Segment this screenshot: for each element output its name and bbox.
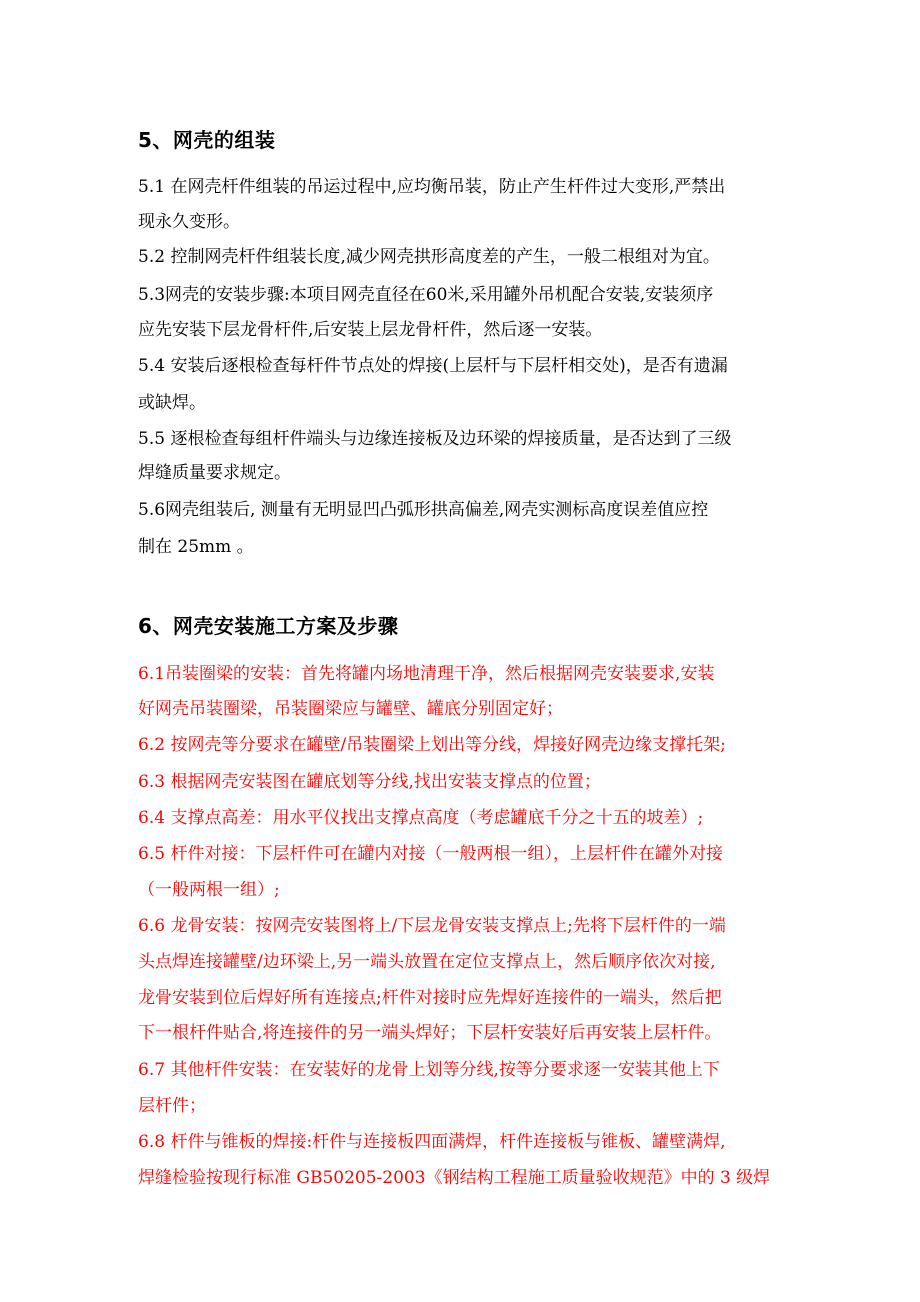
- section-5-line: 5.5 逐根检查每组杆件端头与边缘连接板及边环梁的焊接质量，是否达到了三级: [138, 429, 732, 449]
- section-6-line: 6.6 龙骨安装：按网壳安装图将上/下层龙骨安装支撑点上;先将下层杆件的一端: [138, 916, 726, 936]
- section-6-line: 6.2 按网壳等分要求在罐壁/吊装圈梁上划出等分线，焊接好网壳边缘支撑托架;: [138, 735, 726, 755]
- section-5-line: 制在 25mm 。: [138, 537, 254, 557]
- section-6-line: 头点焊连接罐壁/边环梁上,另一端头放置在定位支撑点上，然后顺序依次对接,: [138, 952, 716, 972]
- section-6-line: 好网壳吊装圈梁，吊装圈梁应与罐壁、罐底分别固定好；: [138, 699, 563, 719]
- section-5-line: 现永久变形。: [138, 212, 240, 232]
- section-6-line: 层杆件；: [138, 1096, 206, 1116]
- section-5-heading: 5、网壳的组装: [138, 128, 276, 152]
- section-5-line: 5.2 控制网壳杆件组装长度,减少网壳拱形高度差的产生，一般二根组对为宜。: [138, 247, 720, 267]
- section-5-line: 5.4 安装后逐根检查每杆件节点处的焊接(上层杆与下层杆相交处)，是否有遗漏: [138, 356, 728, 376]
- section-6-line: 6.3 根据网壳安装图在罐底划等分线,找出安装支撑点的位置；: [138, 772, 601, 792]
- section-5-line: 应先安装下层龙骨杆件,后安装上层龙骨杆件，然后逐一安装。: [138, 320, 603, 340]
- section-6-line: 6.4 支撑点高差：用水平仪找出支撑点高度（考虑罐底千分之十五的坡差）;: [138, 808, 704, 828]
- section-6-line: 龙骨安装到位后焊好所有连接点;杆件对接时应先焊好连接件的一端头，然后把: [138, 988, 722, 1008]
- section-5-line: 5.3网壳的安装步骤:本项目网壳直径在60米,采用罐外吊机配合安装,安装须序: [138, 285, 714, 305]
- section-6-line: 下一根杆件贴合,将连接件的另一端头焊好；下层杆安装好后再安装上层杆件。: [138, 1023, 722, 1043]
- section-5-line: 焊缝质量要求规定。: [138, 463, 291, 483]
- section-6-line: 焊缝检验按现行标准 GB50205-2003《钢结构工程施工质量验收规范》中的 3 级焊: [138, 1168, 771, 1188]
- section-6-line: 6.5 杆件对接：下层杆件可在罐内对接（一般两根一组），上层杆件在罐外对接: [138, 844, 723, 864]
- section-6-line: 6.1吊装圈梁的安装：首先将罐内场地清理干净，然后根据网壳安装要求,安装: [138, 664, 715, 684]
- section-6-heading: 6、网壳安装施工方案及步骤: [138, 614, 399, 638]
- section-6-line: 6.8 杆件与锥板的焊接:杆件与连接板四面满焊，杆件连接板与锥板、罐壁满焊,: [138, 1132, 726, 1152]
- section-5-line: 或缺焊。: [138, 393, 206, 413]
- section-6-line: （一般两根一组）;: [138, 880, 280, 900]
- section-5-line: 5.1 在网壳杆件组装的吊运过程中,应均衡吊装，防止产生杆件过大变形,严禁出: [138, 177, 726, 197]
- section-5-line: 5.6网壳组装后, 测量有无明显凹凸弧形拱高偏差,网壳实测标高度误差值应控: [138, 500, 709, 520]
- section-6-line: 6.7 其他杆件安装：在安装好的龙骨上划等分线,按等分要求逐一安装其他上下: [138, 1060, 720, 1080]
